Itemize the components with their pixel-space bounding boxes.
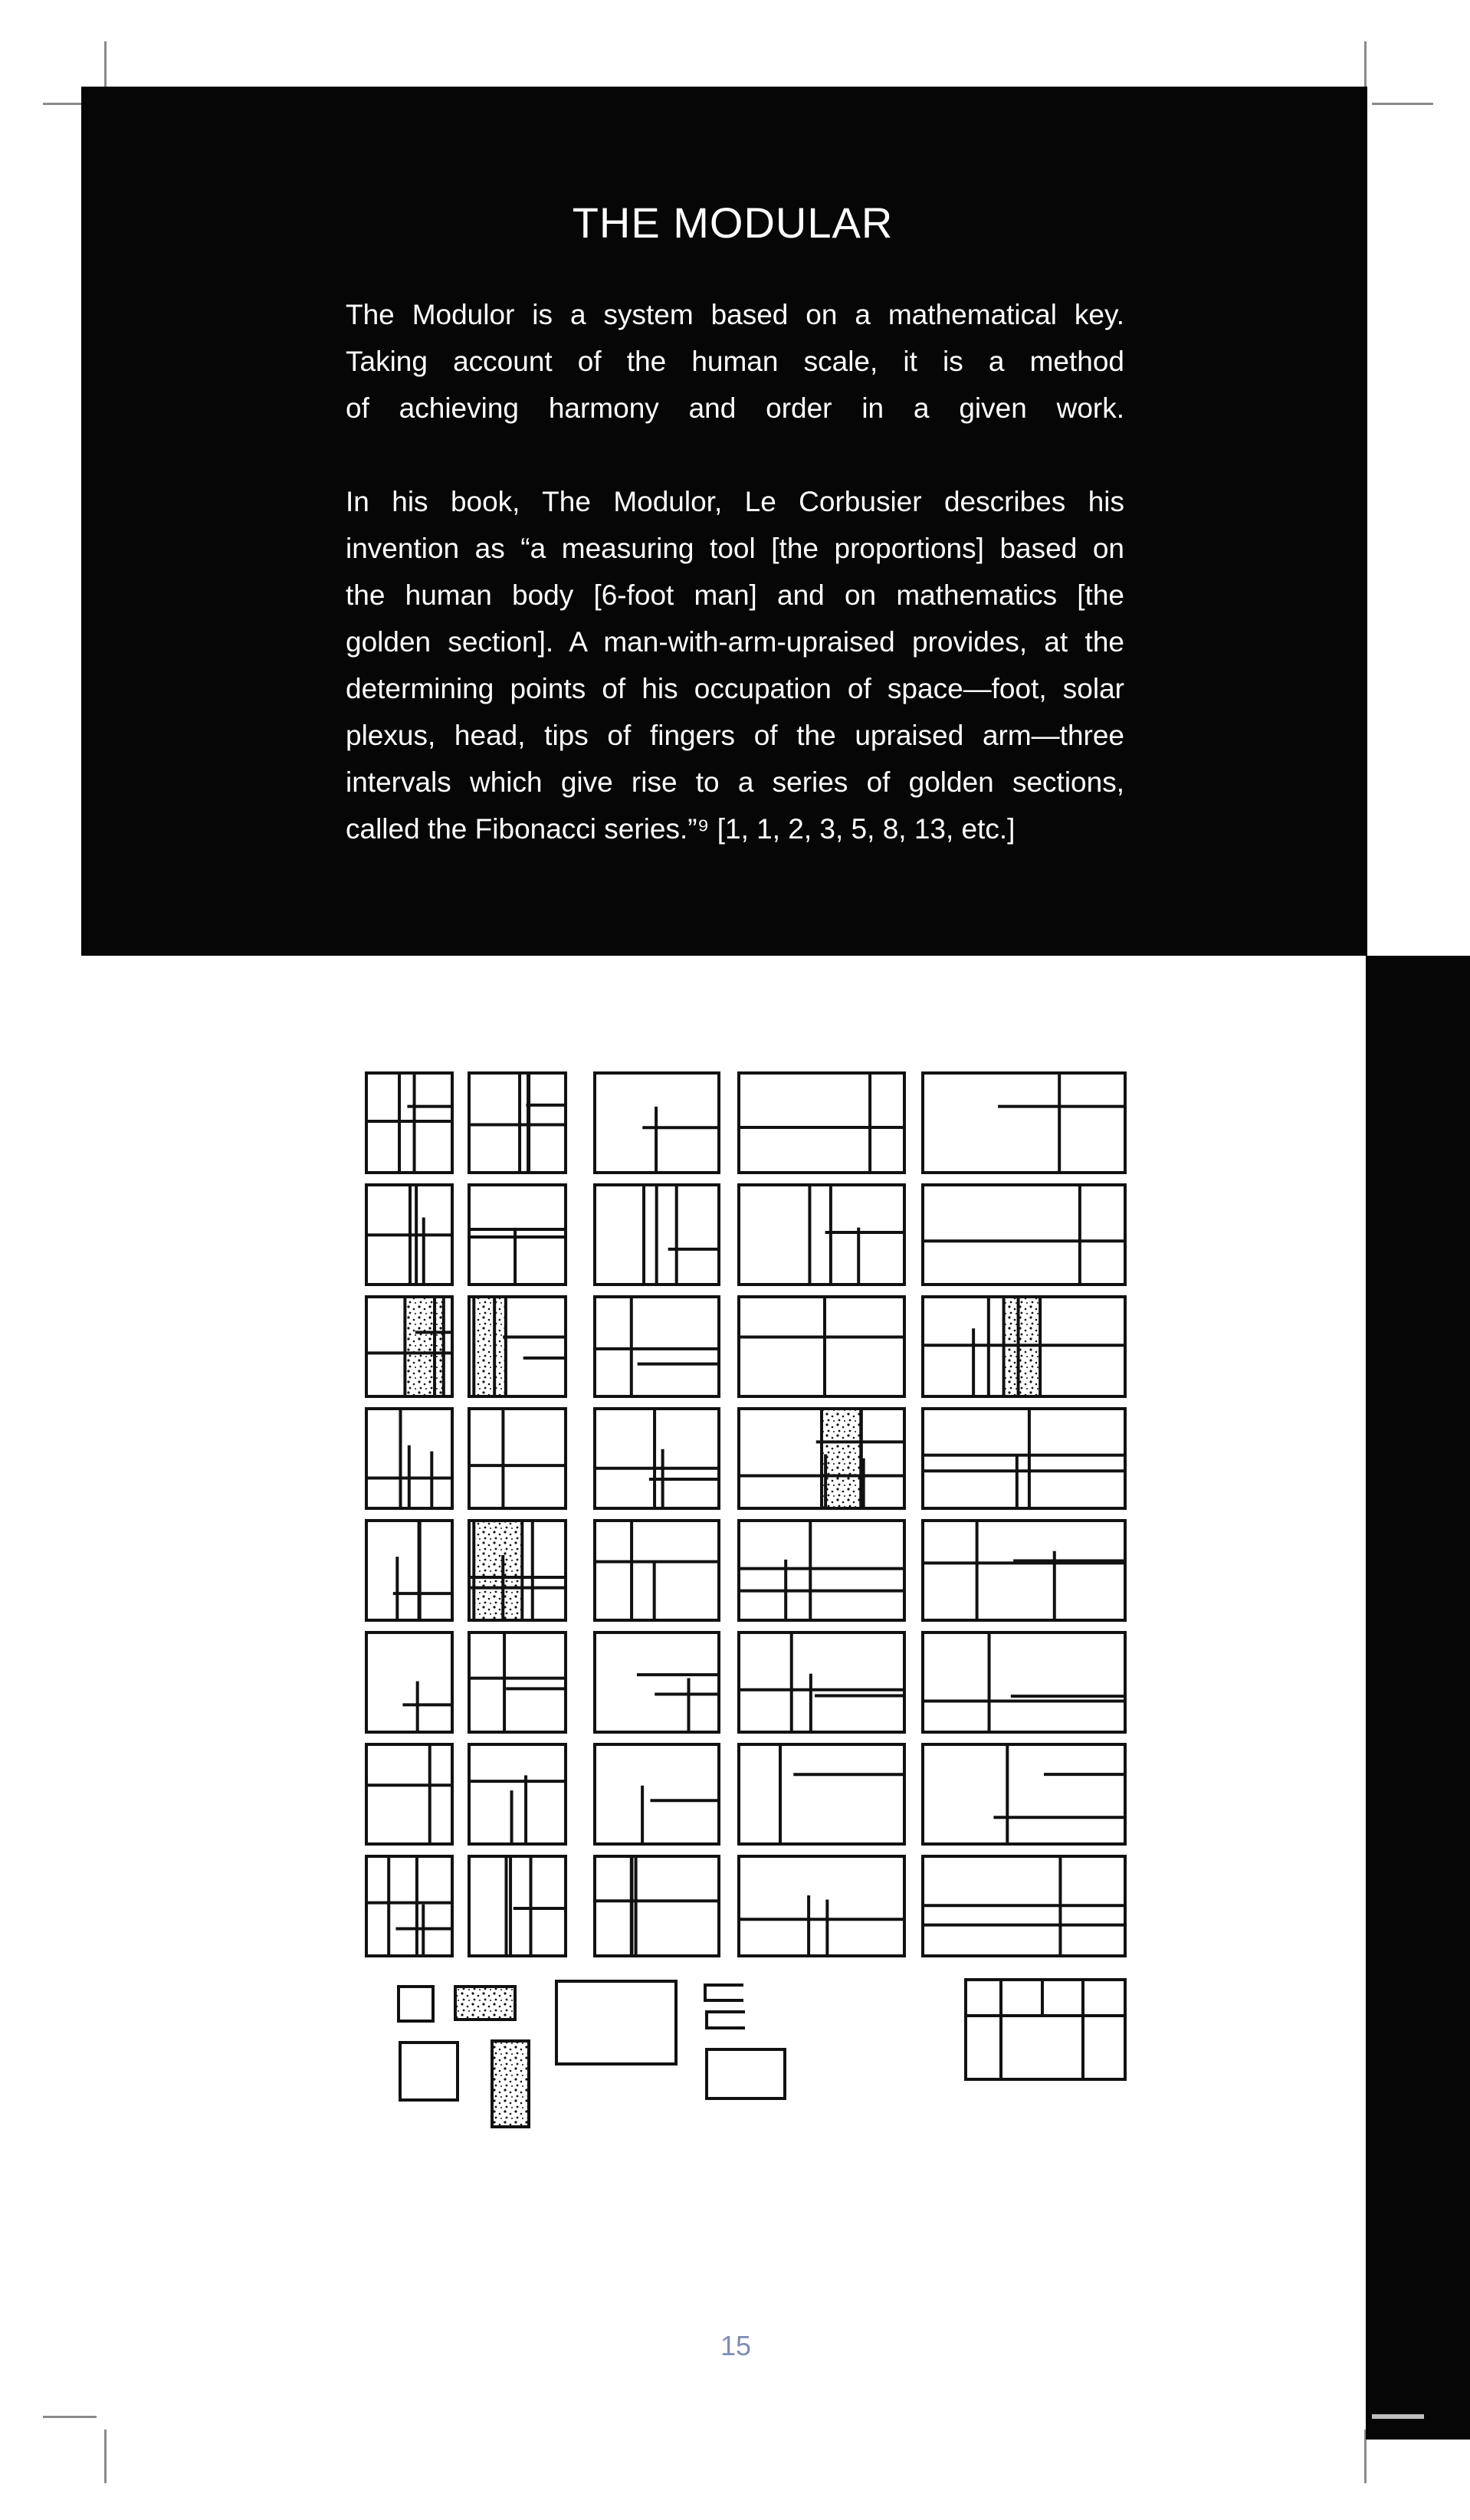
paragraph2-line: invention as “a measuring tool [the proportions] based on — [346, 533, 1124, 564]
grid-cell — [366, 1744, 452, 1844]
paragraph2-line: determining points of his occupation of space—foot, solar — [346, 673, 1124, 704]
grid-cell — [739, 1521, 904, 1620]
paragraph1-line: Taking account of the human scale, it is a method — [346, 346, 1124, 377]
grid-cell — [923, 1409, 1125, 1508]
paragraph2-line: called the Fibonacci series.”⁹ [1, 1, 2, 3, 5, 8, 13, etc.] — [346, 813, 1016, 845]
grid-cell — [923, 1521, 1125, 1620]
grid-cell — [474, 1297, 506, 1396]
crop-mark-top-right-horizontal — [1372, 103, 1433, 105]
grid-cell — [469, 1632, 566, 1732]
grid-cell — [595, 1632, 719, 1732]
grid-cell — [595, 1856, 719, 1956]
grid-cell — [739, 1073, 904, 1173]
page-number: 15 — [720, 2330, 752, 2361]
grid-cell — [469, 1744, 566, 1844]
grid-cell — [366, 1632, 452, 1732]
grid-cell — [474, 1521, 522, 1620]
grid-cell — [366, 1856, 452, 1956]
grid-cell — [923, 1185, 1125, 1285]
paragraph2-line: the human body [6-foot man] and on mathematics [the — [346, 579, 1124, 611]
grid-cell — [739, 1856, 904, 1956]
grid-cell — [739, 1297, 904, 1396]
grid-cell — [469, 1409, 566, 1508]
grid-cell — [923, 1744, 1125, 1844]
modulor-grid — [366, 1073, 1125, 1956]
grid-cell — [822, 1409, 861, 1508]
crop-mark-bottom-left-vertical — [104, 2430, 107, 2483]
grid-cell — [923, 1073, 1125, 1173]
grid-cell — [366, 1521, 452, 1620]
paragraph1-line: of achieving harmony and order in a given work. — [346, 392, 1124, 424]
grid-cell — [595, 1297, 719, 1396]
grid-cell — [739, 1744, 904, 1844]
grid-cell — [469, 1856, 566, 1956]
paragraph2-line: plexus, head, tips of fingers of the upraised arm—three — [346, 720, 1124, 751]
grid-cell — [595, 1409, 719, 1508]
grid-cell — [469, 1073, 566, 1173]
grid-cell — [405, 1297, 443, 1396]
side-black-bar — [1366, 956, 1470, 2440]
paragraph2-line: In his book, The Modulor, Le Corbusier describes his — [346, 486, 1124, 517]
modulor-loose-pieces — [399, 1980, 1125, 2127]
grid-cell — [923, 1632, 1125, 1732]
paragraph2-line: golden section]. A man-with-arm-upraised provides, at the — [346, 626, 1124, 658]
grid-cell — [595, 1521, 719, 1620]
body-text — [346, 291, 1124, 852]
page-title: THE MODULAR — [572, 199, 894, 247]
grid-cell — [469, 1185, 566, 1285]
grid-cell — [739, 1185, 904, 1285]
paragraph2-line: intervals which give rise to a series of golden sections, — [346, 766, 1124, 798]
grid-cell — [739, 1632, 904, 1732]
modulor-grid-drawing-icon — [353, 1058, 1134, 2146]
side-bar-tab — [1372, 2414, 1424, 2419]
crop-mark-bottom-left-horizontal — [43, 2416, 97, 2418]
grid-cell — [595, 1744, 719, 1844]
paragraph1-line: The Modulor is a system based on a mathematical key. — [346, 299, 1124, 330]
